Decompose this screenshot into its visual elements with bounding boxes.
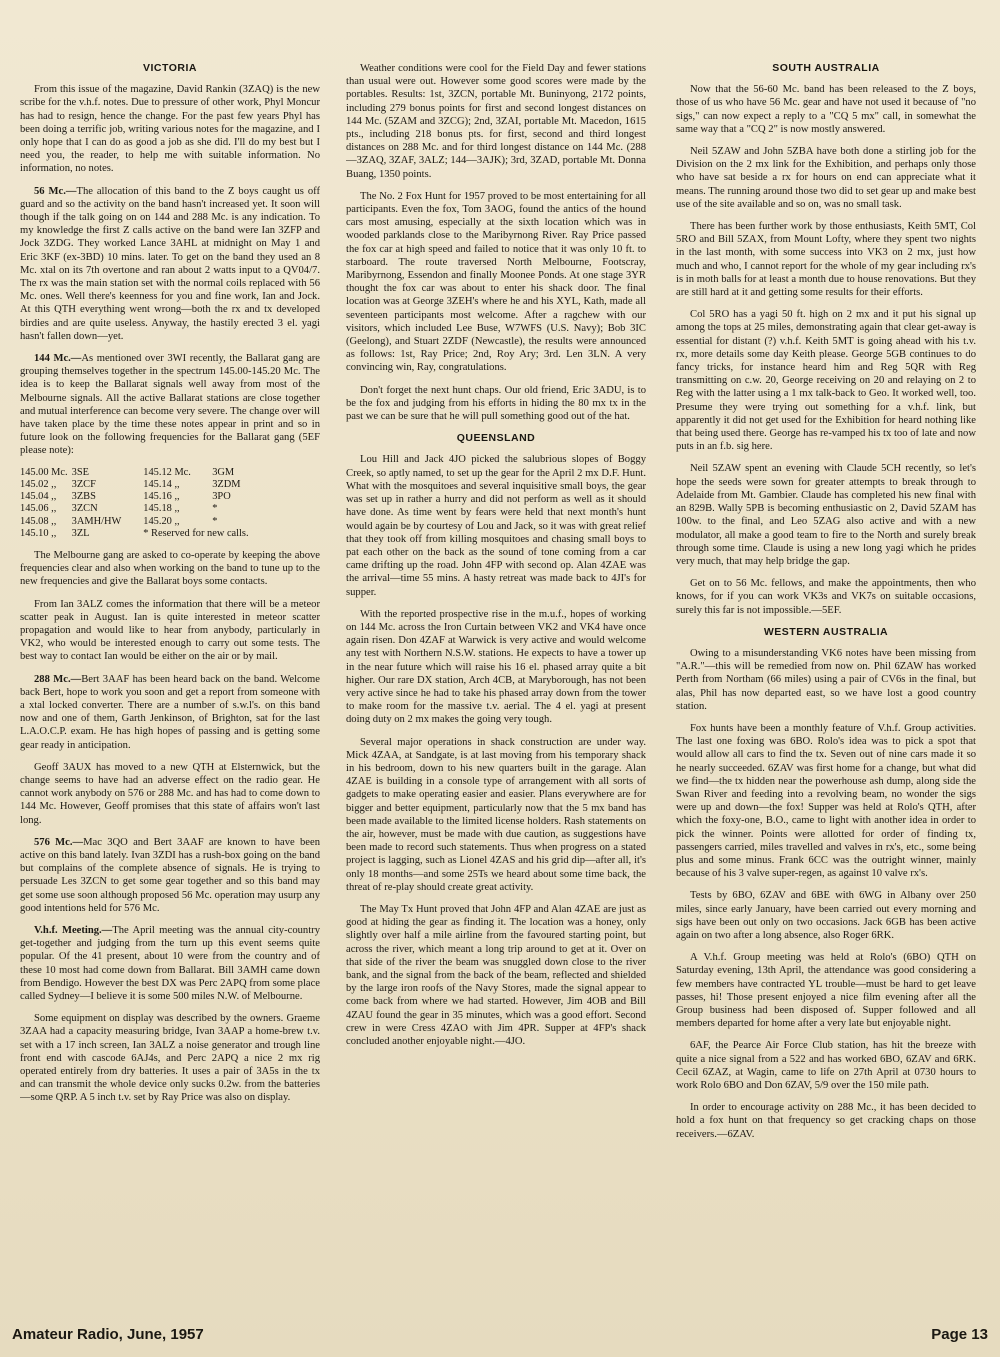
- paragraph: [20, 1012, 320, 1104]
- paragraph: [346, 190, 646, 375]
- paragraph: [20, 185, 320, 343]
- victoria-paragraphs-continued: [20, 549, 320, 1105]
- paragraph-lead: V.h.f. Meeting.—: [34, 924, 113, 936]
- paragraph: [20, 598, 320, 664]
- paragraph: [346, 736, 646, 894]
- paragraph-text: Weather conditions were cool for the Field Day and fewer stations than usual were out. However some good scores were made by the portables. Results: 1st, 3ZCN, portable Mt. Buninyong, 2172 points, including 279 bonus points for first and second longest distances on 144 Mc. (5ZAM and 3ZCG); 2nd, 3ZAI, portable Mt. Macedon, 1615 pts., including 218 bonus pts. for first, second and third longest distances on 288 Mc. and for third longest distance on 144 Mc. (288—3ZAQ, 3ZAF, 3ALZ; 144—3AJK); 3rd, 3ZAD, portable Mt. Donna Buang, 1350 points.: [346, 63, 646, 180]
- paragraph: [676, 577, 976, 617]
- paragraph-text: The allocation of this band to the Z boys caught us off guard and so the activity on the band hasn't increased yet. It soon will though if the talk going on on 144 and 288 Mc. is any indication. To my knowledge the first Z calls active on the band were Ian 3ZFP and Jock 3ZDG. They worked Lance 3AHL at midnight on May 1 and Eric 3KF (ex-3BD) 10 mins. later. To get on the band they used an 8 Mc. xtal on its 7th overtone and ran about 2 watts input to a QV04/7. The rx was the main station set with the normal coils replaced with 56 Mc. ones. Well there's keenness for you and fine work, Ian and Jock. At this QTH everything went wrong—both the rx and tx developed birdies and are quite useless. Anyway, the hastily erected 3 el. yagi hasn't fallen down—yet.: [20, 185, 320, 342]
- column-right: [676, 62, 976, 1310]
- paragraph-text: Geoff 3AUX has moved to a new QTH at Elsternwick, but the change seems to have had an adverse effect on the radio gear. He cannot work anybody on 576 or 288 Mc. and has had to come down to 144 Mc. However, Geoff promises that this state of affairs won't last long.: [20, 761, 320, 826]
- paragraph: [676, 462, 976, 568]
- paragraph: [676, 722, 976, 880]
- paragraph: [676, 83, 976, 136]
- frequency-cell: 3ZCF: [71, 478, 96, 490]
- queensland-paragraphs: [346, 453, 646, 1048]
- section-heading-victoria: VICTORIA: [143, 62, 197, 74]
- paragraph-text: With the reported prospective rise in the m.u.f., hopes of working on 144 Mc. across the Iron Curtain between VK2 and VK4 have once again risen. Don 4ZAF at Warwick is very active and would welcome any test with Northern N.S.W. stations. He expects to have a tower up in the near future which will raise his 16 el. phased array quite a bit higher. Our rare DX station, Arch 4CB, at Maryborough, has not been very active since he had to take his phased array down from the tower to make room for the massive t.v. aerial. The 4 el. yagi at present doing duty on 2 mx makes the going very tough.: [346, 608, 646, 726]
- paragraph: [676, 220, 976, 299]
- paragraph: [20, 836, 320, 915]
- frequency-cell: * Reserved for new calls.: [143, 527, 249, 539]
- paragraph-text: The May Tx Hunt proved that John 4FP and Alan 4ZAE are just as good at hiding the gear as finding it. The location was a honey, only slightly over half a mile airline from the favoured starting point, but across the river, which meant a long trip around to get at it. Over on that side of the river the beam was snuggled down close to the river bank, and the signal from the back of the beam, reflected and shielded by the large iron roofs of the Navy Stores, made the signal appear to come back from where we had started. However, Jim 4OB and Bill 4ZAU found the gear in 35 minutes, which was a good effort. Second crew in were Cress 4ZAO with Jim 4PR. Supper at 4FP's shack concluded another enjoyable night.—4JO.: [346, 903, 646, 1048]
- section-heading-south-australia: SOUTH AUSTRALIA: [772, 62, 880, 74]
- paragraph-text: The No. 2 Fox Hunt for 1957 proved to be most entertaining for all participants. Even the fox, Tom 3AOG, found the antics of the hound cars most amusing, especially at the sixth location which was in wooded parklands close to the Maribyrnong River. Ray Price passed the fox car at high speed and failed to notice that it was only 10 ft. to starboard. The route traversed North Melbourne, Footscray, Maribyrnong, Essendon and finally Moonee Ponds. At one stage 3YR thought the fox car was about to enter his shack door. The final location was at George 3ZEH's where he and his XYL, Kath, made all seventeen participants most welcome. After a ragchew with our visitors, which included Lee Buse, W7WFS (U.S. Navy); Bob 3IC (Geelong), and Stuart 2ZDF (Newcastle), the results were announced as follows: 1st, Ray Price; 2nd, Roy Ary; 3rd. Len 3LN. A very convincing win, Ray, congratulations.: [346, 190, 646, 374]
- frequency-cell: 145.02 ,,: [20, 478, 57, 490]
- paragraph-text: In order to encourage activity on 288 Mc., it has been decided to hold a fox hunt on that frequency so get cracking chaps on those receivers.—6ZAV.: [676, 1102, 976, 1140]
- paragraph-text: Mac 3QO and Bert 3AAF are known to have been active on this band lately. Ivan 3ZDI has a rush-box going on the band but complains of the complete absence of signals. He is trying to persuade Les 3ZCN to get some gear together and so this band may get some use soon although proposed 56 Mc. operation may usurp any good intentions held for 576 Mc.: [20, 836, 320, 914]
- frequency-cell: 145.10 ,,: [20, 527, 57, 539]
- paragraph-text: Don't forget the next hunt chaps. Our old friend, Eric 3ADU, is to be the fox and judging from his efforts in hiding the 80 mx tx in the past we can be sure that he will pull something good out of the hat.: [346, 384, 646, 423]
- frequency-row: [20, 491, 253, 503]
- frequency-cell: 145.20 ,,: [143, 515, 180, 527]
- column-left: [20, 62, 320, 1310]
- paragraph-lead: 144 Mc.—: [34, 353, 82, 365]
- paragraph: [20, 924, 320, 1003]
- frequency-row: [20, 516, 253, 528]
- paragraph-text: Get on to 56 Mc. fellows, and make the appointments, then who knows, for if you can work VK3s and VK7s on suitable occasions, surely this far is not impossible.—5EF.: [676, 578, 976, 616]
- paragraph: [676, 889, 976, 942]
- frequency-cell: 3PO: [212, 491, 231, 503]
- column-middle: [346, 62, 646, 1310]
- paragraph-text: From Ian 3ALZ comes the information that there will be a meteor scatter peak in August. Ian is quite interested in meteor scatter propagation and would like to hear from anybody, particularly in VK2, who would be interested enough to carry out some tests. The best way to contact Ian would be either on the air or by mail.: [20, 598, 320, 663]
- paragraph: [676, 1039, 976, 1092]
- frequency-cell: 145.14 ,,: [143, 478, 180, 490]
- footer-publication: Amateur Radio, June, 1957: [12, 1325, 204, 1343]
- paragraph: [346, 903, 646, 1048]
- frequency-cell: 3GM: [212, 466, 235, 478]
- paragraph-text: Tests by 6BO, 6ZAV and 6BE with 6WG in Albany over 250 miles, since early January, have been carried out every morning and sigs have been out only on two occasions. Jack 6GB has been active again on two after a long absence, also Roger 6RK.: [676, 890, 976, 941]
- frequency-cell: 3ZL: [71, 527, 90, 539]
- victoria-paragraphs: [20, 83, 320, 457]
- frequency-cell: 3ZDM: [212, 478, 241, 490]
- paragraph-lead: 288 Mc.—: [34, 673, 82, 685]
- frequency-cell: 145.18 ,,: [143, 503, 180, 515]
- western-australia-paragraphs: [676, 647, 976, 1141]
- paragraph-text: Lou Hill and Jack 4JO picked the salubrious slopes of Boggy Creek, so aptly named, to set up the gear for the April 2 mx D.F. Hunt. What with the mosquitoes and several inquisitive small boys, the gear was set up in rather a hurry and did not perform as well as it should have done. As time went by fears were held that next month's hunt would again be by courtesy of Lou and Jack, so it was with great relief that they took off from killing mosquitoes and chasing small boys to pat each other on the back as the sound of tone coming from a car came drifting up the road. John 4FP with second op. Alan 4ZAE was the arrival—time 55 mins. A hasty retreat was made back to 4JI's for supper.: [346, 454, 646, 598]
- paragraph-text: Some equipment on display was described by the owners. Graeme 3ZAA had a capacity measuring bridge, Ivan 3AAP a home-brew t.v. set with a 17 inch screen, Ian 3ALZ a noise generator and trough line front end with cascode 6AJ4s, and Perc 2APQ a nice 2 mx rig operated entirely from dry batteries. It uses a pair of 3A5s in the tx and can transmit the whole device only sucks 0.2w. from the batteries—some QRP. A 5 inch t.v. set by Ray Price was also on display.: [20, 1013, 320, 1104]
- frequency-row: [20, 528, 253, 540]
- paragraph-lead: 56 Mc.—: [34, 185, 77, 197]
- frequency-cell: 145.04 ,,: [20, 491, 57, 503]
- paragraph-text: Several major operations in shack construction are under way. Mick 4ZAA, at Sandgate, is at last moving from his temporary shack in his bedroom, down to his new quarters built in the garage. Alan 4ZAE is building in a console type of arrangement with all sorts of gadgets to make operating easier and easier. Plans everywhere are for bigger and better equipment, particularly now that the 5 mx band has been made available to the limited license holders. Rash statements on the air, however, must be made with due caution, as suggestions have been made to record such statements. Thus when progress on a stated project is lagging, such as Lionel 4ZAS and his grid dip—after all, it's only 18 months—and some 25Ts we heard about some time back, the threat of re-play should create great activity.: [346, 736, 646, 893]
- frequency-row: [20, 479, 253, 491]
- paragraph-text: Now that the 56-60 Mc. band has been released to the Z boys, those of us who have 56 Mc. gear and have not used it because of "no sigs," can now expect a reply to a "CQ 5 mx" call, in somewhat the same way that a "CQ 2" is now mostly answered.: [676, 84, 976, 135]
- ballarat-frequency-table: [20, 467, 253, 540]
- frequency-table-body: [20, 467, 253, 540]
- paragraph: [20, 549, 320, 589]
- paragraph-lead: 576 Mc.—: [34, 836, 84, 848]
- frequency-cell: *: [212, 515, 218, 527]
- frequency-row: [20, 467, 253, 479]
- paragraph: [676, 145, 976, 211]
- paragraph-text: As mentioned over 3WI recently, the Ballarat gang are grouping themselves together in the spectrum 145.00-145.20 Mc. The idea is to keep the Ballarat signals well away from most of the Melbourne signals. All the active Ballarat stations are close together and mutual interference can become very severe. The change over will have taken place by the time these notes appear in print and so in future look on the following frequencies for the Ballarat gang (5EF please note):: [20, 353, 320, 457]
- footer-page-number: Page 13: [931, 1325, 988, 1343]
- frequency-cell: 145.00 Mc.: [20, 466, 68, 478]
- paragraph-text: 6AF, the Pearce Air Force Club station, has hit the breeze with quite a nice signal from a 522 and has worked 6BO, 6ZAV and 6RK. Cecil 6ZAZ, at Wagin, came to life on 27th April at 0730 hours to work Rolo 6BO and Don 6ZAV, 5/9 over the 150 mile path.: [676, 1040, 976, 1092]
- frequency-cell: *: [212, 503, 218, 515]
- paragraph: [676, 308, 976, 453]
- paragraph-text: A V.h.f. Group meeting was held at Rolo's (6BO) QTH on Saturday evening, 13th April, the attendance was good considering a few members have contracted YL trouble—must be hard to get leave passes, hi! Those present enjoyed a nice film evening after all the Group business had been disposed of. Supper followed and all members departed for home after a very late but enjoyable night.: [676, 952, 976, 1030]
- paragraph: [20, 352, 320, 458]
- paragraph-text: Neil 5ZAW spent an evening with Claude 5CH recently, so let's hope the seeds were sown for greater attempts to break through to Adelaide from Mt. Gambier. Claude has completed his new final with an 829B. Wally 5PB is becoming enthusiastic on 2, David 5ZAM has 100w. to the final, and Leo 5ZAG also active and with a new modulator, all make a good team to fire to the North and surely break through some time. Claude is using a new long yagi which he prides very much, that may help bridge the gap.: [676, 463, 976, 567]
- paragraph-text: Fox hunts have been a monthly feature of V.h.f. Group activities. The last one foxing was 6BO. Rolo's idea was to pick a spot that would allow all cars to find the tx. Seven out of nine cars made it so he nearly succeeded. 6ZAV was first home for a change, but what did we find—the tx hidden near the powerhouse ash dump, along side the Swan River and feeding into a revolving beam, no wonder the sigs were up and down—the fox! Supper was held at Rolo's QTH, after which the foxy-one, B.O., came to light with another idea in order to pick the winner. Points were allotted for order of finding tx, passengers carried, miles travelled and valves in rx's, etc., some being plus and some minus. Frank 6CC was the outright winner, mainly because of his 3 valve super-regen, as against 10 valve rx's.: [676, 722, 976, 880]
- frequency-cell: 145.06 ,,: [20, 503, 57, 515]
- paragraph-text: Bert 3AAF has been heard back on the band. Welcome back Bert, hope to work you soon and get a report from someone with a xtal locked converter. There are a number of s.w.l's. on this band now and one of them, Garth Jenkinson, of Brighton, sat for the last L.A.O.C.P. exam. He has high hopes of passing and is getting some gear ready in anticipation.: [20, 673, 320, 751]
- paragraph-text: The April meeting was the annual city-country get-together and judging from the turn up this event seems quite popular. Of the 41 present, about 10 were from the country and of these 10 most had come down from Ballarat. Bill 3AMH came down from Bendigo. However the best DX was Perc 2APQ from some place called Sydney—I believe it is some 500 miles N.W. of Melbourne.: [20, 924, 320, 1002]
- paragraph: [676, 951, 976, 1030]
- paragraph: [346, 384, 646, 424]
- section-heading-western-australia: WESTERN AUSTRALIA: [763, 625, 889, 638]
- frequency-row: [20, 503, 253, 515]
- frequency-cell: 3ZCN: [71, 503, 98, 515]
- paragraph-text: Col 5RO has a yagi 50 ft. high on 2 mx and it put his signal up among the tops at 25 miles, demonstrating again that clear get-away is essential for distant (?) v.h.f. Keith 5MT is going ahead with his t.v. rx, more details some day Keith please. George 5GB continues to do fancy tricks, for instance heard him and Reg 5QR with Reg transmitting on c.w. 20, George receiving on 20 and relaying on 2 to Reg with the latter using a 1 mx talk-back to Geo. It worked well, too. Presume they were trying out something for a v.h.f. link, but apparently it did not get used for the Exhibition for heard nothing like that being used there. George has re-vamped his tx too of late and now puts in an f.b. sig here.: [676, 309, 976, 453]
- section-heading-queensland: QUEENSLAND: [456, 432, 536, 445]
- paragraph-text: Neil 5ZAW and John 5ZBA have both done a stirling job for the Division on the 2 mx link for the Exhibition, and perhaps only those who have sat beside a rx for hours on end can appreciate what it means. The running around those two did to set gear up and make best use of the site available and so on, was no small task.: [676, 146, 976, 210]
- paragraph-text: From this issue of the magazine, David Rankin (3ZAQ) is the new scribe for the v.h.f. notes. Due to pressure of other work, Phyl Moncur has had to resign, hence the change. For the past few years Phyl has been doing a terrific job, writing various notes for the magazine, and I only hope that I can do as good a job as she did. I'll do my best but I need you, the reader, to help me with suitable information. No information, no notes.: [20, 84, 320, 175]
- frequency-cell: 3AMH/HW: [71, 515, 122, 527]
- frequency-cell: 145.16 ,,: [143, 491, 180, 503]
- paragraph-text: There has been further work by those enthusiasts, Keith 5MT, Col 5RO and Bill 5ZAX, from Mount Lofty, where they spent two nights in the last month, with some success into VK3 on 2 mx, just how much and who, I cannot report for the whole of my gear including rx's is in moth balls for at least a month due to house renovations. But they are still hard at it and getting some results for their efforts.: [676, 221, 976, 299]
- paragraph: [346, 62, 646, 181]
- paragraph: [20, 761, 320, 827]
- frequency-cell: 3SE: [71, 466, 89, 478]
- paragraph: [676, 1101, 976, 1141]
- paragraph-text: The Melbourne gang are asked to co-operate by keeping the above frequencies clear and also when working on the band to tune up to the new frequencies and give the Ballarat boys some contacts.: [20, 549, 320, 588]
- paragraph: [346, 453, 646, 598]
- paragraph: [346, 608, 646, 727]
- frequency-cell: 145.08 ,,: [20, 515, 57, 527]
- frequency-cell: 145.12 Mc.: [143, 466, 191, 478]
- page-footer: [12, 1320, 988, 1348]
- paragraph: [20, 673, 320, 752]
- paragraph-text: Owing to a misunderstanding VK6 notes have been missing from "A.R."—this will be remedied from now on. Phil 6ZAW has worked Perth from Northam (66 miles) using a pair of CV6s in the final, but alas, Phil has now departed east, so we have lost a good country station.: [676, 647, 976, 712]
- paragraph: [20, 83, 320, 175]
- south-australia-paragraphs: [676, 83, 976, 617]
- paragraph: [676, 647, 976, 713]
- victoria-field-day-paragraphs: [346, 62, 646, 423]
- frequency-cell: 3ZBS: [71, 491, 96, 503]
